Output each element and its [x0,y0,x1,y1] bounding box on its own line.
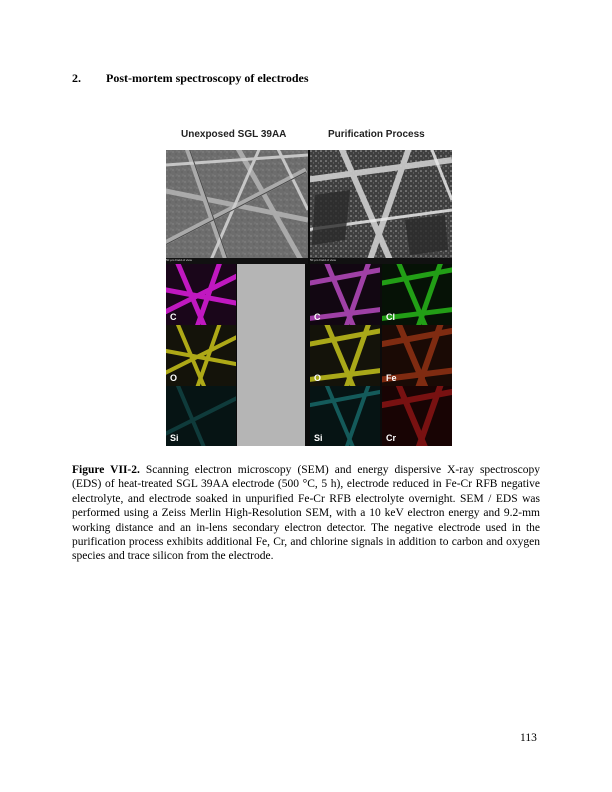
sem-image-purification [310,150,452,258]
eds-map-right-a-3 [310,386,380,446]
eds-label: O [314,373,322,383]
eds-label: Fe [386,373,397,383]
scale-bar-left: 50 µm Field of view [166,258,308,264]
eds-label: C [170,312,177,322]
section-title: Post-mortem spectroscopy of electrodes [106,71,309,85]
figure-label: Figure VII-2. [72,464,140,476]
figure-caption [72,463,540,564]
eds-map-left-2 [166,325,236,386]
eds-label: Cr [386,433,397,443]
eds-map-left-3 [166,386,236,446]
caption-text: Scanning electron microscopy (SEM) and energy dispersive X-ray spectroscopy (EDS) of heat-treated SGL 39AA electrode (500 °C, 5 h), electrode reduced in Fe-Cr RFB negative electrolyte, and electrode soaked in unpurified Fe-Cr RFB electrolyte overnight. SEM / EDS was performed using a Zeiss Merlin High-Resolution SEM, with a 10 keV electron energy and 9.2-mm working distance and an in-lens secondary electron detector. The negative electrode used in the purification process exhibits additional Fe, Cr, and chlorine signals in addition to carbon and oxygen species and trace silicon from the electrode. [72,464,540,563]
eds-map-right-a-1 [310,264,380,325]
eds-map-right-b-2 [382,325,452,386]
sem-image-unexposed [166,150,308,258]
eds-map-right-a-2 [310,325,380,386]
page-number: 113 [520,732,537,744]
scale-bar-right: 50 µm Field of view [310,258,452,264]
eds-map-right-b-3 [382,386,452,446]
section-heading [72,71,309,86]
sem-eds-figure [166,150,452,446]
eds-label: Si [170,433,179,443]
eds-label: O [170,373,178,383]
eds-map-right-b-1 [382,264,452,325]
column-label-purification: Purification Process [328,129,425,140]
blank-panel [237,264,305,446]
section-number: 2. [72,71,81,85]
eds-map-left-1 [166,264,236,325]
column-label-unexposed: Unexposed SGL 39AA [181,129,287,140]
eds-label: C [314,312,321,322]
eds-label: Cl [386,312,395,322]
eds-label: Si [314,433,323,443]
